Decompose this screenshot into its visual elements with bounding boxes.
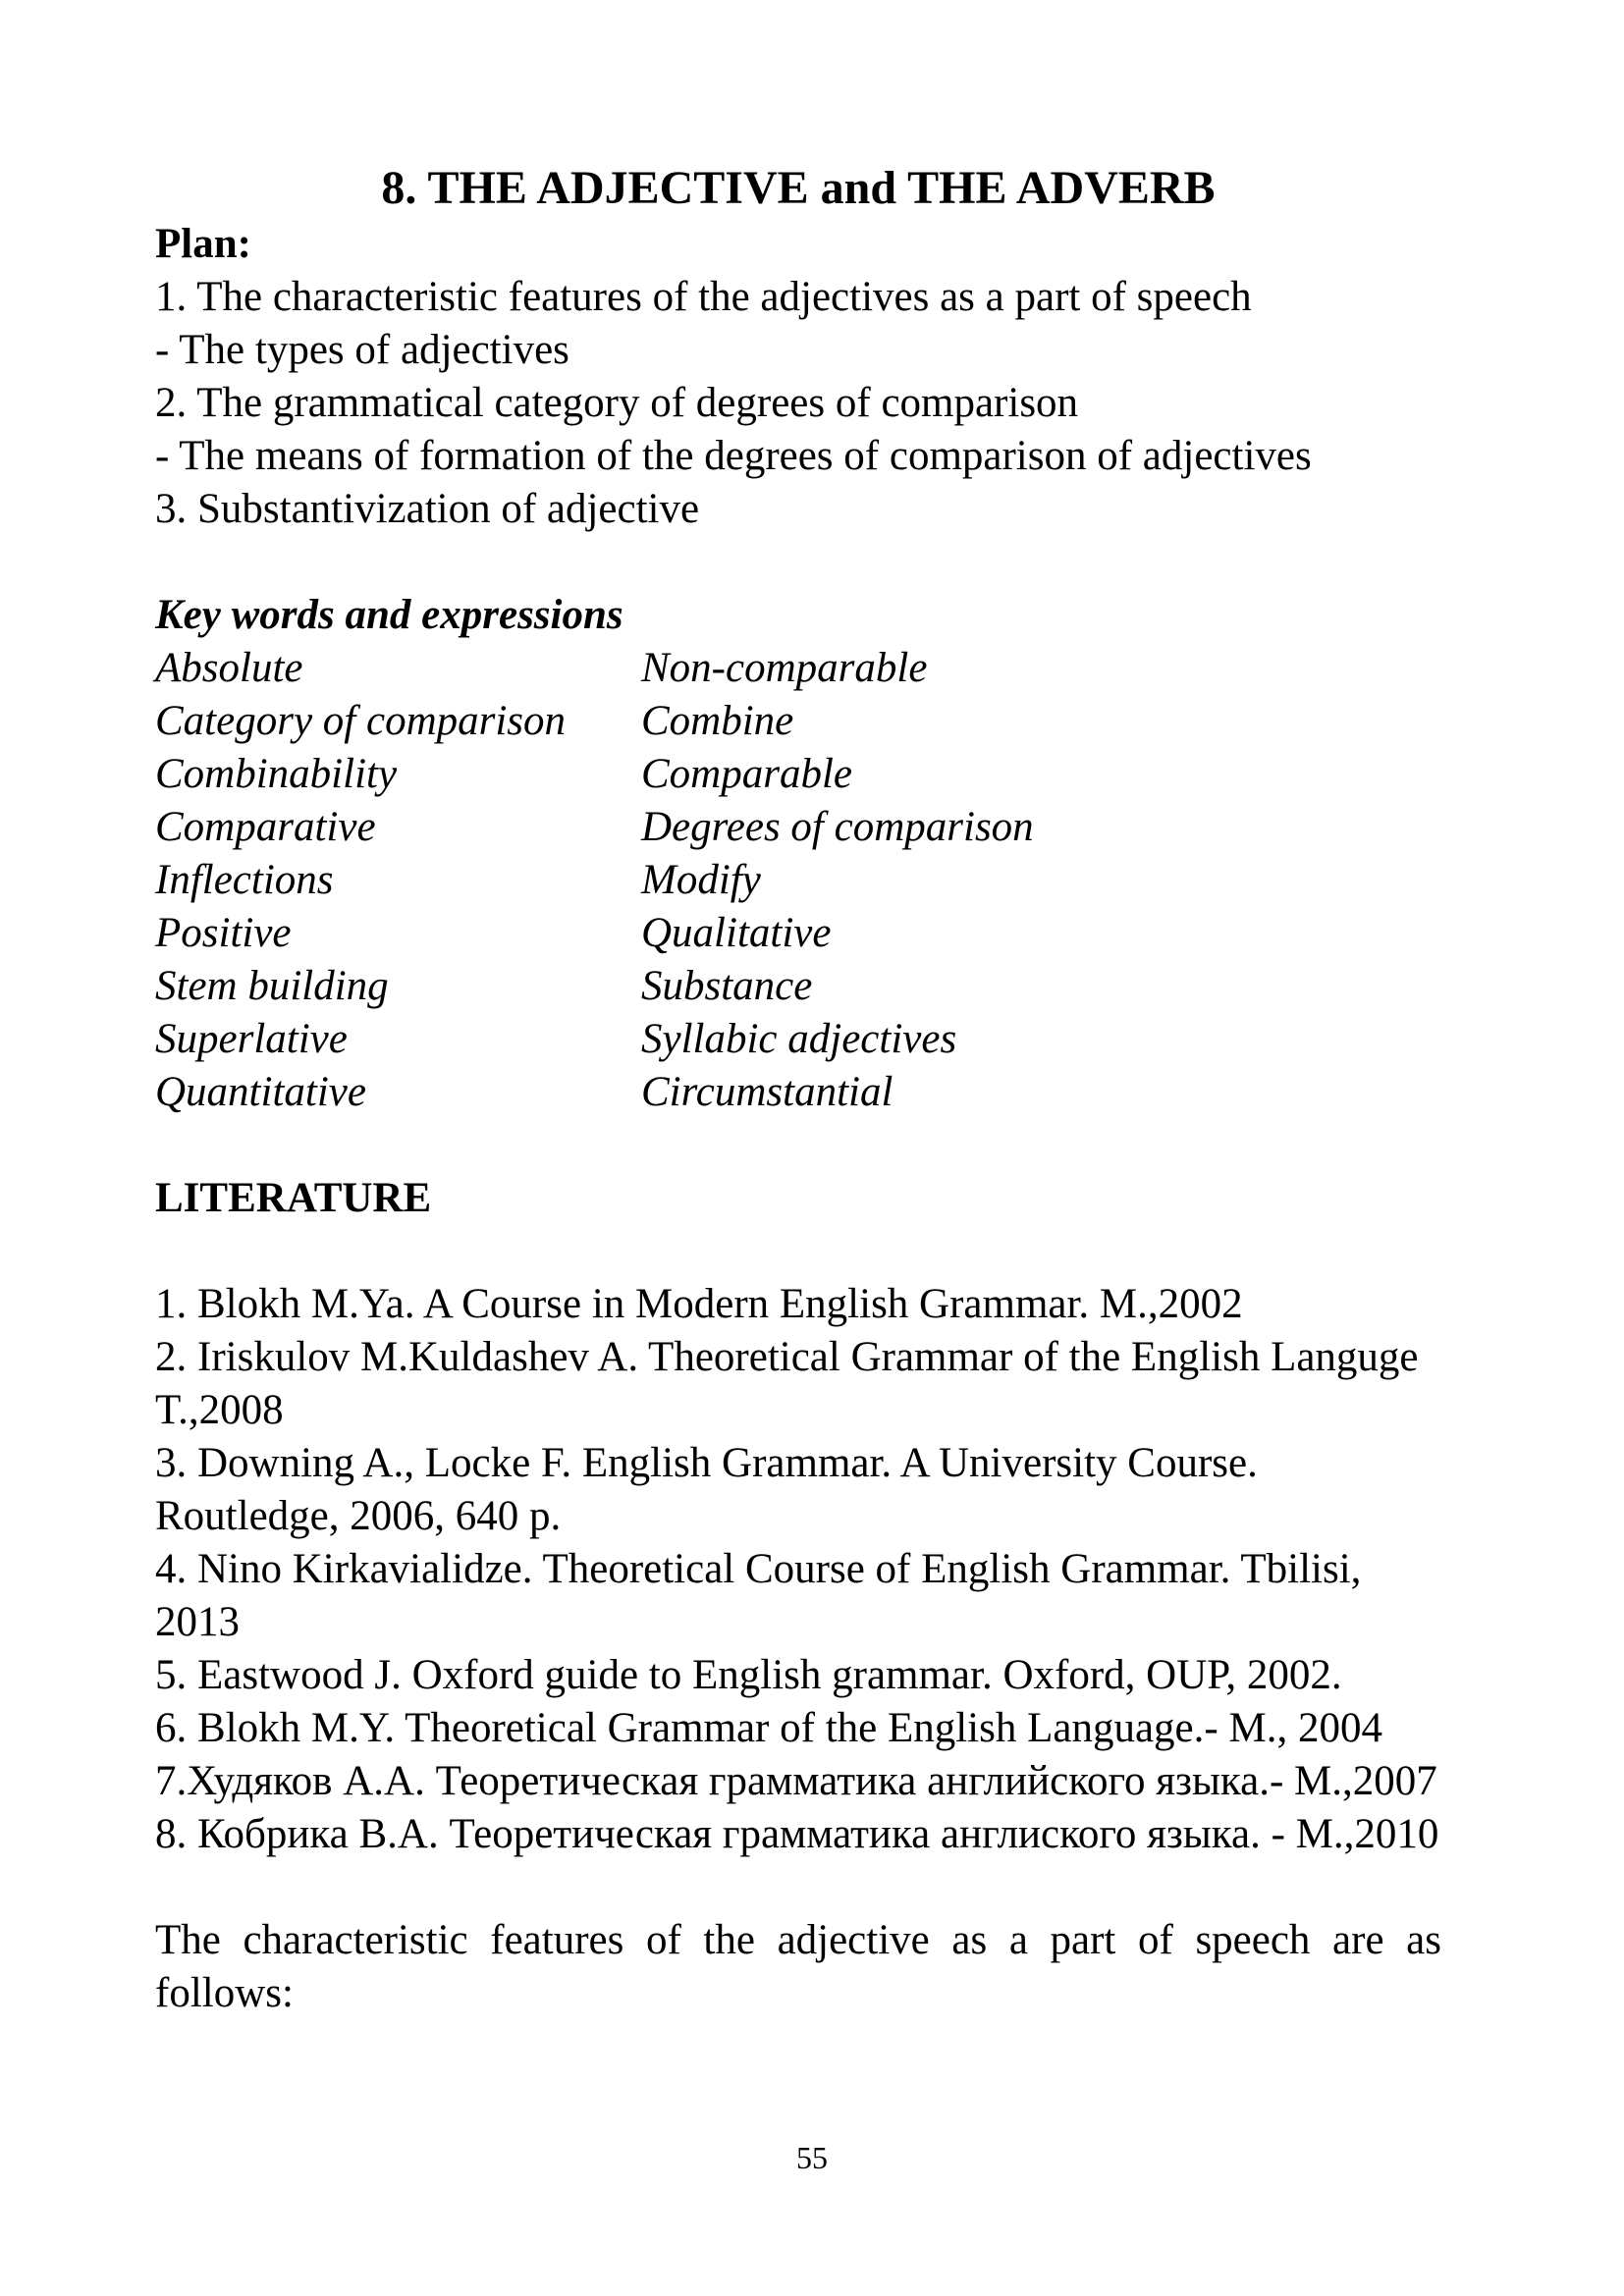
key-word: Qualitative [641, 910, 832, 956]
key-word: Superlative [155, 1016, 348, 1062]
literature-item: 5. Eastwood J. Oxford guide to English grammar. Oxford, OUP, 2002. [155, 1652, 1342, 1698]
key-word: Modify [641, 857, 761, 903]
key-word: Category of comparison [155, 698, 567, 744]
literature-item: 1. Blokh M.Ya. A Course in Modern English Grammar. M.,2002 [155, 1281, 1243, 1327]
page-title: 8. THE ADJECTIVE and THE ADVERB [381, 162, 1216, 214]
literature-list [155, 1278, 1441, 1861]
key-word: Quantitative [155, 1069, 366, 1115]
literature-item: 7.Худяков А.А. Теоретическая грамматика английского языка.- М.,2007 [155, 1758, 1437, 1804]
key-word: Substance [641, 963, 813, 1009]
literature-item: 4. Nino Kirkavialidze. Theoretical Course of English Grammar. Tbilisi, 2013 [155, 1546, 1362, 1645]
literature-heading: LITERATURE [155, 1175, 432, 1221]
paragraph-line: The characteristic features of the adjective as a part of speech are as [155, 1917, 1441, 1963]
key-words-table [155, 642, 1441, 1119]
key-word: Non-comparable [641, 645, 928, 691]
literature-item: 6. Blokh M.Y. Theoretical Grammar of the English Language.- M., 2004 [155, 1705, 1382, 1751]
document-page [155, 147, 1441, 2020]
key-word: Positive [155, 910, 292, 956]
spacer [155, 1225, 1441, 1278]
spacer [155, 1861, 1441, 1914]
key-word: Absolute [155, 645, 303, 691]
key-word: Syllabic adjectives [641, 1016, 957, 1062]
key-word: Stem building [155, 963, 389, 1009]
plan-heading: Plan: [155, 221, 251, 267]
key-word: Inflections [155, 857, 334, 903]
key-word: Combine [641, 698, 794, 744]
spacer [155, 536, 1441, 589]
paragraph-line: follows: [155, 1970, 294, 2016]
literature-item: 2. Iriskulov M.Kuldashev A. Theoretical Grammar of the English Languge T.,2008 [155, 1334, 1419, 1433]
literature-item: 8. Кобрика В.А. Теоретическая грамматика англиского языка. - М.,2010 [155, 1811, 1439, 1857]
key-word: Combinability [155, 751, 398, 797]
key-words-heading: Key words and expressions [155, 592, 623, 638]
key-word: Comparable [641, 751, 852, 797]
closing-paragraph [155, 1914, 1441, 2020]
key-word: Degrees of comparison [641, 804, 1034, 850]
literature-item: 3. Downing A., Locke F. English Grammar. A University Course. Routledge, 2006, 640 p. [155, 1440, 1258, 1539]
plan-item: - The means of formation of the degrees of comparison of adjectives [155, 433, 1312, 479]
page-number: 55 [796, 2140, 828, 2175]
plan-item: - The types of adjectives [155, 327, 569, 373]
plan-item: 3. Substantivization of adjective [155, 486, 700, 532]
plan-item: 2. The grammatical category of degrees of comparison [155, 380, 1079, 426]
key-word: Circumstantial [641, 1069, 893, 1115]
key-word: Comparative [155, 804, 376, 850]
plan-list [155, 271, 1441, 536]
plan-item: 1. The characteristic features of the adjectives as a part of speech [155, 274, 1252, 320]
spacer [155, 1119, 1441, 1172]
